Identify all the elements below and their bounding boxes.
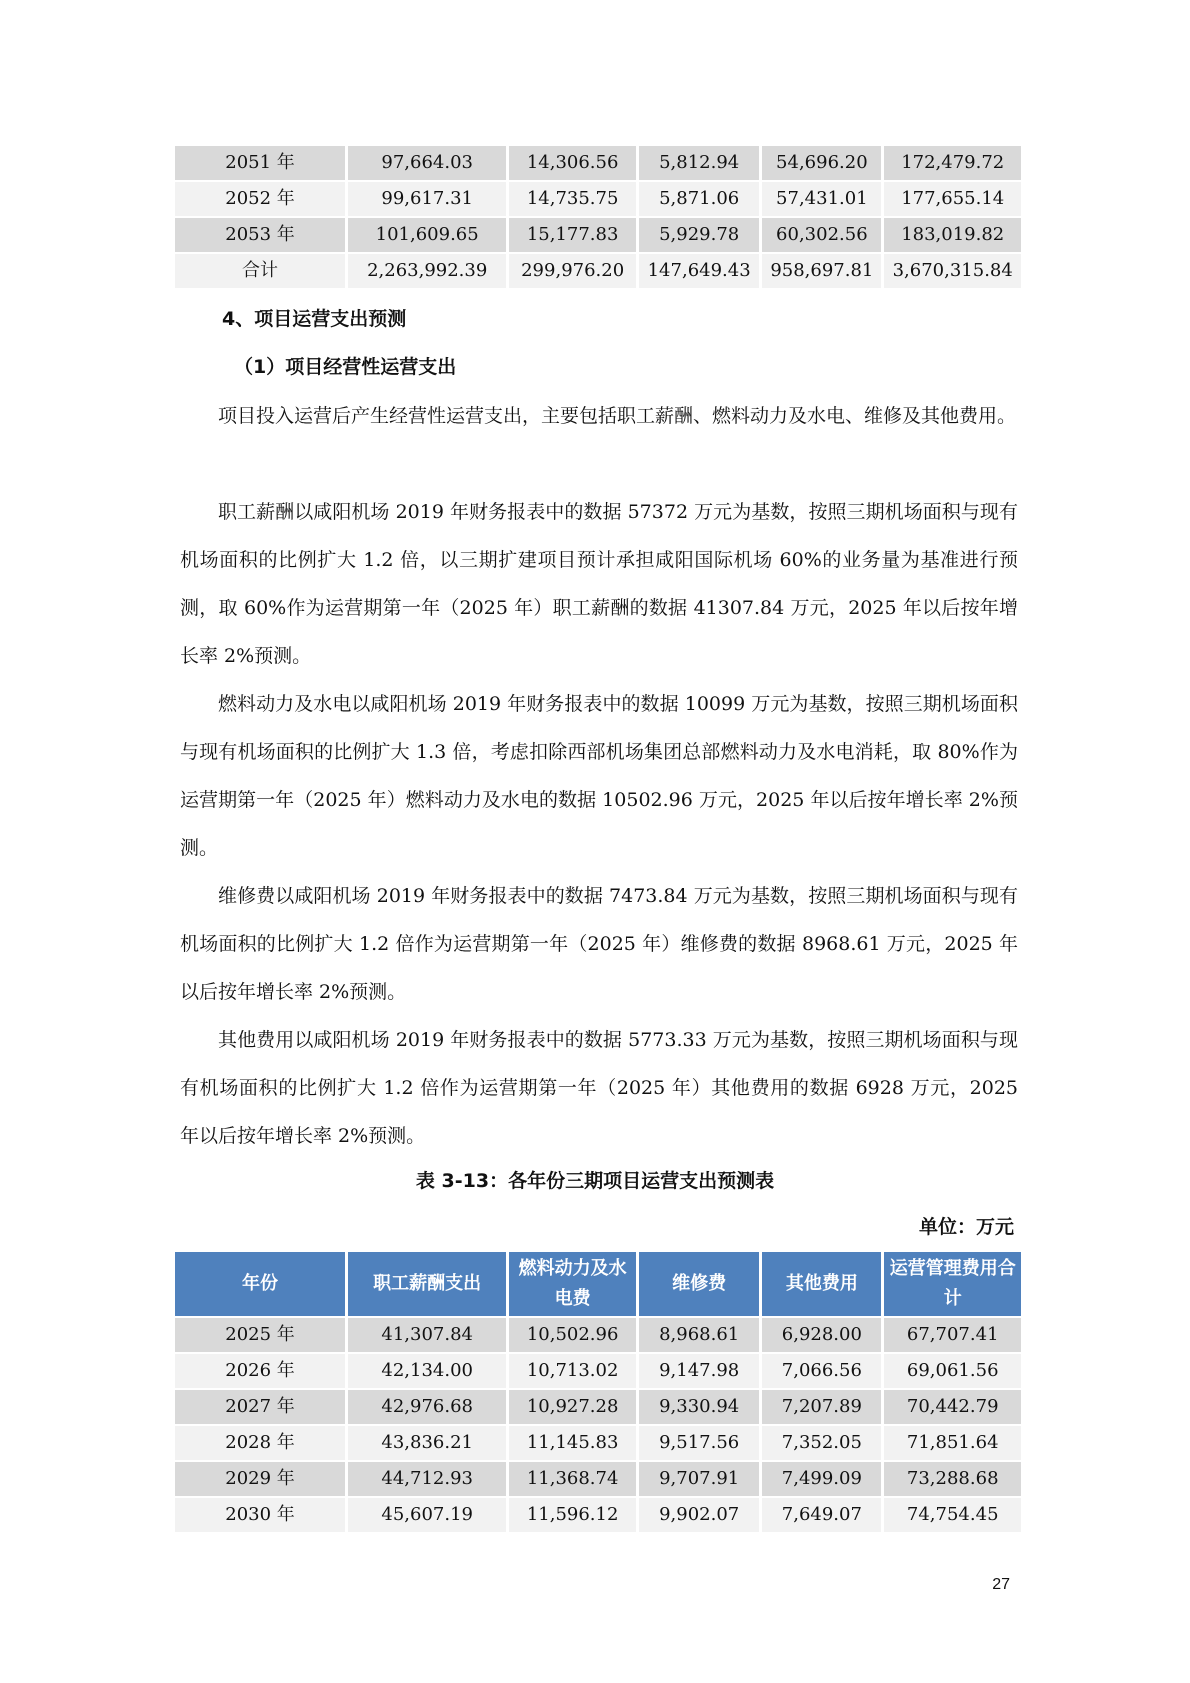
table-cell-value: 101,609.65	[348, 218, 506, 252]
table-cell-value: 11,368.74	[509, 1462, 636, 1496]
table-cell-year: 合计	[175, 254, 345, 288]
table-row	[175, 1318, 1021, 1352]
table-cell-value: 42,134.00	[348, 1354, 506, 1388]
table-cell-value: 99,617.31	[348, 182, 506, 216]
table-cell-value: 14,735.75	[509, 182, 636, 216]
table-cell-value: 70,442.79	[884, 1390, 1021, 1424]
table-cell-value: 299,976.20	[509, 254, 636, 288]
header-maintenance: 维修费	[639, 1252, 759, 1316]
table-row	[175, 1426, 1021, 1460]
table-cell-value: 172,479.72	[884, 146, 1021, 180]
table-cell-value: 7,066.56	[762, 1354, 881, 1388]
table-row	[175, 1354, 1021, 1388]
table-cell-year: 2028 年	[175, 1426, 345, 1460]
table-cell-value: 183,019.82	[884, 218, 1021, 252]
table-cell-value: 5,871.06	[639, 182, 759, 216]
table-cell-value: 177,655.14	[884, 182, 1021, 216]
table-cell-value: 60,302.56	[762, 218, 881, 252]
table-cell-year: 2029 年	[175, 1462, 345, 1496]
table-cell-value: 15,177.83	[509, 218, 636, 252]
table-cell-value: 3,670,315.84	[884, 254, 1021, 288]
table-cell-value: 9,707.91	[639, 1462, 759, 1496]
continued-expense-table	[172, 144, 1024, 290]
table-cell-year: 2025 年	[175, 1318, 345, 1352]
header-total: 运营管理费用合计	[884, 1252, 1021, 1316]
table-cell-value: 54,696.20	[762, 146, 881, 180]
header-year: 年份	[175, 1252, 345, 1316]
table-cell-year: 2030 年	[175, 1498, 345, 1532]
table-cell-year: 2051 年	[175, 146, 345, 180]
table-cell-year: 2053 年	[175, 218, 345, 252]
table-header-row	[175, 1252, 1021, 1316]
table-cell-year: 2027 年	[175, 1390, 345, 1424]
table-row	[175, 1462, 1021, 1496]
table-cell-value: 7,499.09	[762, 1462, 881, 1496]
paragraph-intro: 项目投入运营后产生经营性运营支出，主要包括职工薪酬、燃料动力及水电、维修及其他费用。	[218, 405, 1017, 427]
table-row	[175, 182, 1021, 216]
table-cell-value: 6,928.00	[762, 1318, 881, 1352]
table-cell-value: 7,352.05	[762, 1426, 881, 1460]
paragraph-maintenance: 维修费以咸阳机场 2019 年财务报表中的数据 7473.84 万元为基数，按照三期机场面积与现有机场面积的比例扩大 1.2 倍作为运营期第一年（2025 年）维修费的数据 8968.61 万元，2025 年以后按年增长率 2%预测。	[180, 885, 1018, 1003]
table-cell-value: 958,697.81	[762, 254, 881, 288]
table-cell-value: 97,664.03	[348, 146, 506, 180]
table-cell-value: 9,147.98	[639, 1354, 759, 1388]
table-cell-value: 69,061.56	[884, 1354, 1021, 1388]
table-cell-value: 9,330.94	[639, 1390, 759, 1424]
table-caption: 表 3-13：各年份三期项目运营支出预测表	[415, 1170, 775, 1192]
table-cell-value: 71,851.64	[884, 1426, 1021, 1460]
table-cell-value: 42,976.68	[348, 1390, 506, 1424]
page-number: 27	[992, 1576, 1010, 1593]
table-cell-value: 9,517.56	[639, 1426, 759, 1460]
header-salary: 职工薪酬支出	[348, 1252, 506, 1316]
table-cell-year: 2052 年	[175, 182, 345, 216]
table-cell-value: 57,431.01	[762, 182, 881, 216]
subsection-heading: （1）项目经营性运营支出	[234, 356, 457, 378]
table-cell-value: 9,902.07	[639, 1498, 759, 1532]
table-row	[175, 254, 1021, 288]
operating-expense-forecast-table	[172, 1250, 1024, 1534]
table-cell-value: 73,288.68	[884, 1462, 1021, 1496]
table-cell-value: 11,596.12	[509, 1498, 636, 1532]
table-cell-value: 5,929.78	[639, 218, 759, 252]
table-cell-value: 7,649.07	[762, 1498, 881, 1532]
paragraph-salary: 职工薪酬以咸阳机场 2019 年财务报表中的数据 57372 万元为基数，按照三期机场面积与现有机场面积的比例扩大 1.2 倍，以三期扩建项目预计承担咸阳国际机场 60%的业务量为基准进行预测，取 60%作为运营期第一年（2025 年）职工薪酬的数据 41307.84 万元，2025 年以后按年增长率 2%预测。	[180, 501, 1018, 667]
table-cell-value: 10,713.02	[509, 1354, 636, 1388]
paragraph-other-costs: 其他费用以咸阳机场 2019 年财务报表中的数据 5773.33 万元为基数，按照三期机场面积与现有机场面积的比例扩大 1.2 倍作为运营期第一年（2025 年）其他费用的数据 6928 万元，2025 年以后按年增长率 2%预测。	[180, 1029, 1018, 1147]
table-cell-value: 147,649.43	[639, 254, 759, 288]
table-cell-value: 67,707.41	[884, 1318, 1021, 1352]
header-fuel-utilities: 燃料动力及水电费	[509, 1252, 636, 1316]
table-cell-value: 43,836.21	[348, 1426, 506, 1460]
table-cell-value: 41,307.84	[348, 1318, 506, 1352]
table-cell-value: 2,263,992.39	[348, 254, 506, 288]
continued-expense-table-body	[175, 146, 1021, 288]
header-other: 其他费用	[762, 1252, 881, 1316]
table-cell-year: 2026 年	[175, 1354, 345, 1388]
unit-label: 单位：万元	[918, 1216, 1014, 1238]
table-cell-value: 10,927.28	[509, 1390, 636, 1424]
section-heading: 4、项目运营支出预测	[222, 308, 407, 330]
table-cell-value: 45,607.19	[348, 1498, 506, 1532]
table-row	[175, 218, 1021, 252]
table-row	[175, 1390, 1021, 1424]
table-cell-value: 7,207.89	[762, 1390, 881, 1424]
table-cell-value: 10,502.96	[509, 1318, 636, 1352]
table-cell-value: 14,306.56	[509, 146, 636, 180]
table-cell-value: 5,812.94	[639, 146, 759, 180]
table-cell-value: 11,145.83	[509, 1426, 636, 1460]
table-cell-value: 44,712.93	[348, 1462, 506, 1496]
paragraph-fuel-utilities: 燃料动力及水电以咸阳机场 2019 年财务报表中的数据 10099 万元为基数，按照三期机场面积与现有机场面积的比例扩大 1.3 倍，考虑扣除西部机场集团总部燃料动力及水电消耗，取 80%作为运营期第一年（2025 年）燃料动力及水电的数据 10502.96 万元，2025 年以后按年增长率 2%预测。	[180, 693, 1018, 859]
table-cell-value: 74,754.45	[884, 1498, 1021, 1532]
table-cell-value: 8,968.61	[639, 1318, 759, 1352]
operating-expense-forecast-table-body	[175, 1318, 1021, 1532]
table-row	[175, 1498, 1021, 1532]
table-row	[175, 146, 1021, 180]
